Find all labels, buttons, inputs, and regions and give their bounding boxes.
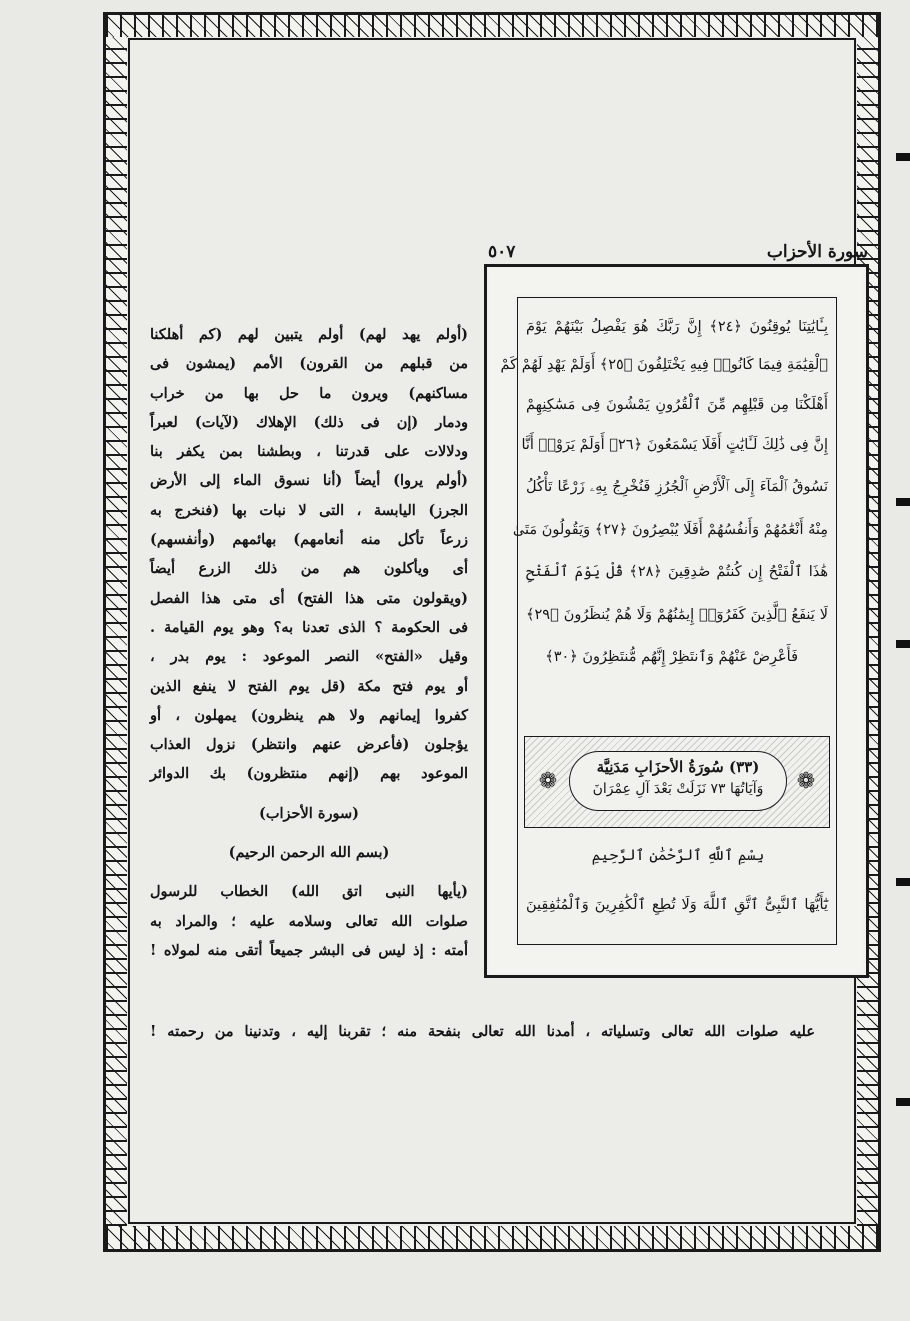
quran-ornament-left bbox=[490, 294, 514, 949]
edge-tab-mark bbox=[896, 640, 910, 648]
basmala: بِسْمِ ٱللَّهِ ٱلرَّحْمَٰنِ ٱلرَّحِيمِ bbox=[591, 846, 765, 864]
quran-line: بِـَٔايَٰتِنَا يُوقِنُونَ ﴿٢٤﴾ إِنَّ رَبَّكَ هُوَ يَفْصِلُ بَيْنَهُمْ يَوْمَ bbox=[526, 319, 828, 335]
tafsir-line: (ويقولون متى هذا الفتح) أى متى هذا الفصل bbox=[150, 589, 468, 607]
tafsir-line: أو يوم فتح مكة (قل يوم الفتح لا ينفع الذين bbox=[150, 677, 468, 695]
spacer bbox=[150, 828, 468, 838]
surah-running-header: سورة الأحزاب bbox=[766, 242, 868, 262]
tafsir-line: فى الحكومة ؟ الذى تعدنا به؟ وهو يوم القيامة . bbox=[150, 618, 468, 636]
tafsir-line: يؤجلون (فأعرض عنهم وانتظر) نزول العذاب bbox=[150, 736, 468, 754]
quran-line: مِنْهُ أَنْعَٰمُهُمْ وَأَنفُسُهُمْ أَفَلَا يُبْصِرُونَ ﴿٢٧﴾ وَيَقُولُونَ مَتَىٰ bbox=[512, 522, 828, 538]
edge-tab-mark bbox=[896, 1098, 910, 1106]
quran-line: نَسُوقُ ٱلْمَآءَ إِلَى ٱلْأَرْضِ ٱلْجُرُزِ فَنُخْرِجُ بِهِۦ زَرْعًا تَأْكُلُ bbox=[526, 479, 828, 495]
tafsir-line: (يأيها النبى اتق الله) الخطاب للرسول bbox=[150, 883, 468, 901]
tafsir-surah-heading: (سورة الأحزاب) bbox=[259, 804, 359, 822]
quran-line: هَٰذَا ٱلْفَتْحُ إِن كُنتُمْ صَٰدِقِينَ ﴿٢٨﴾ قُلْ يَوْمَ ٱلْفَتْحِ bbox=[526, 564, 828, 580]
spacer bbox=[150, 789, 468, 799]
tafsir-line: (أولم يروا) أيضاً (أنا نسوق الماء إلى الأرض bbox=[150, 472, 468, 490]
quran-page-header bbox=[488, 240, 868, 264]
tafsir-line: مساكنهم) ويرون ما حل بها من خراب bbox=[150, 384, 468, 402]
quran-line: إِنَّ فِى ذَٰلِكَ لَـَٔايَٰتٍ أَفَلَا يَسْمَعُونَ ﴿٢٦﴾ أَوَلَمْ يَرَوْا۟ أَنَّا bbox=[521, 437, 828, 453]
tafsir-line: من قبلهم من القرون) الأمم (يمشون فى bbox=[150, 355, 468, 373]
edge-tab-mark bbox=[896, 878, 910, 886]
tafsir-footer-line: عليه صلوات الله تعالى وتسلياته ، أمدنا الله تعالى بنفحة منه ؛ تقربنا إليه ، وتدنينا من رحمته ! bbox=[150, 1023, 815, 1040]
surah-title-box bbox=[524, 736, 830, 828]
quran-line: لَا يَنفَعُ ٱلَّذِينَ كَفَرُوٓا۟ إِيمَٰنُهُمْ وَلَا هُمْ يُنظَرُونَ ﴿٢٩﴾ bbox=[526, 607, 828, 623]
tafsir-line: أمته : إذ ليس فى البشر جميعاً أتقى منه لمولاه ! bbox=[150, 941, 468, 959]
tafsir-line: الموعود بهم (إنهم منتظرون) بك الدوائر bbox=[150, 765, 468, 783]
quran-panel bbox=[484, 264, 869, 978]
quran-line: أَهْلَكْنَا مِن قَبْلِهِم مِّنَ ٱلْقُرُونِ يَمْشُونَ فِى مَسَٰكِنِهِمْ bbox=[526, 397, 828, 413]
surah-title: (٣٣) سُورَةُ الأحزَابِ مَدَنِيَّة bbox=[596, 758, 760, 776]
tafsir-line: كفروا إيمانهم ولا هم ينظرون) يمهلون ، أو bbox=[150, 706, 468, 724]
quran-line: فَأَعْرِضْ عَنْهُمْ وَٱنتَظِرْ إِنَّهُم مُّنتَظِرُونَ ﴿٣٠﴾ bbox=[545, 649, 798, 665]
page-number: ٥٠٧ bbox=[488, 242, 516, 262]
tafsir-line: وقيل «الفتح» النصر الموعود : يوم بدر ، bbox=[150, 648, 468, 666]
tafsir-line: صلوات الله تعالى وسلامه عليه ؛ والمراد به bbox=[150, 912, 468, 930]
quran-ornament-bottom bbox=[490, 949, 863, 973]
ornament-band-top bbox=[106, 15, 878, 37]
tafsir-basmala: (بسم الله الرحمن الرحيم) bbox=[228, 844, 390, 862]
spacer bbox=[150, 867, 468, 877]
edge-tab-mark bbox=[896, 153, 910, 161]
ornament-band-bottom bbox=[106, 1226, 878, 1249]
floral-ornament-icon: ❁ bbox=[538, 769, 558, 794]
ornament-band-left bbox=[106, 37, 127, 1226]
tafsir-line: زرعاً تأكل منه أنعامهم) بهائمهم (وأنفسهم) bbox=[150, 531, 468, 549]
tafsir-line: ودمار (إن فى ذلك) الإهلاك (لآيات) لعبراً bbox=[150, 413, 468, 431]
tafsir-line: (أولم يهد لهم) أولم يتبين لهم (كم أهلكنا bbox=[150, 326, 468, 343]
tafsir-line: ودلالات على قدرتنا ، وبطشنا بمن يكفر بنا bbox=[150, 443, 468, 461]
edge-tab-mark bbox=[896, 498, 910, 506]
tafsir-line: الجرز) اليابسة ، التى لا نبات بها (فنخرج به bbox=[150, 501, 468, 519]
tafsir-line: أى ويأكلون هم من ذلك الزرع أيضاً bbox=[150, 560, 468, 578]
quran-ornament-top bbox=[490, 270, 863, 294]
floral-ornament-icon: ❁ bbox=[796, 769, 816, 794]
tafsir-column bbox=[150, 320, 468, 965]
quran-line: ٱلْقِيَٰمَةِ فِيمَا كَانُوا۟ فِيهِ يَخْتَلِفُونَ ﴿٢٥﴾ أَوَلَمْ يَهْدِ لَهُمْ كَمْ bbox=[500, 357, 828, 373]
quran-text-area bbox=[500, 297, 837, 945]
quran-line: يَٰٓأَيُّهَا ٱلنَّبِىُّ ٱتَّقِ ٱللَّهَ وَلَا تُطِعِ ٱلْكَٰفِرِينَ وَٱلْمُنَٰفِقِينَ bbox=[526, 897, 828, 913]
surah-title-cartouche bbox=[569, 751, 787, 811]
quran-ornament-right bbox=[839, 294, 863, 949]
surah-info: وَآيَاتُهَا ٧٣ نَزَلَتْ بَعْدَ آلِ عِمْرَانَ bbox=[592, 781, 764, 797]
